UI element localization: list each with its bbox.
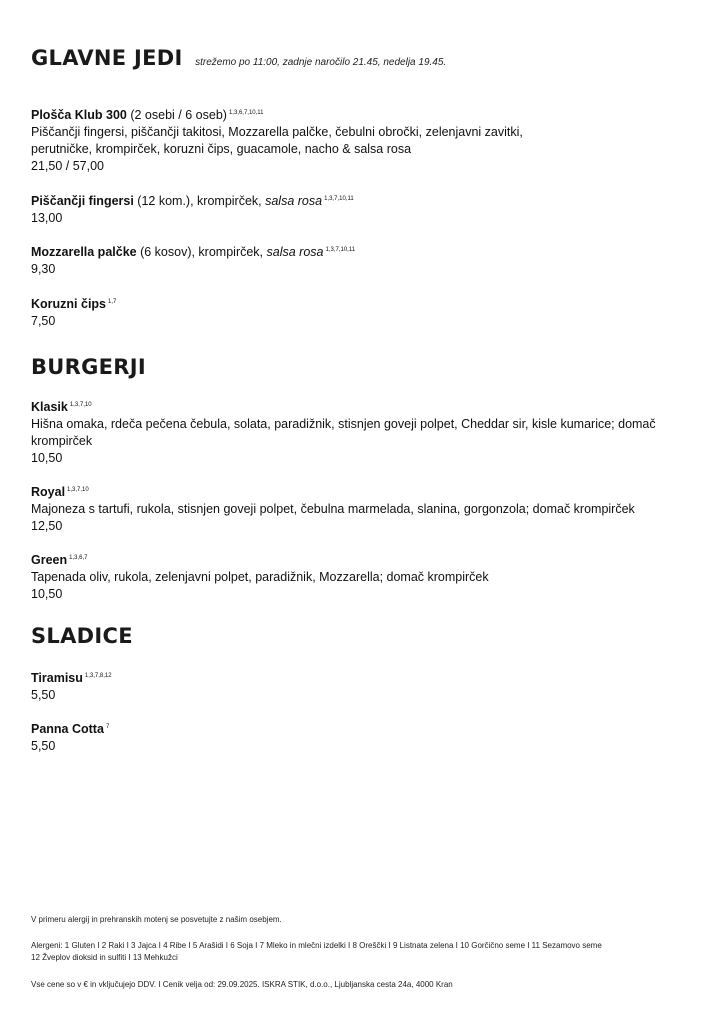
section-title: GLAVNE JEDI — [31, 46, 183, 70]
item-extra: (6 kosov), krompirček, — [136, 245, 267, 259]
menu-item-koruzni-cips — [31, 296, 701, 330]
item-name: Klasik — [31, 400, 68, 414]
item-name: Plošča Klub 300 — [31, 108, 127, 122]
price-note: Vse cene so v € in vključujejo DDV. I Cenik velja od: 29.09.2025. ISKRA STIK, d.o.o., Ljubljanska cesta 24a, 4000 Kran — [31, 980, 453, 989]
item-description: Piščančji fingersi, piščančji takitosi, Mozzarella palčke, čebulni obročki, zelenjavni zavitki, — [31, 125, 523, 139]
menu-item-piscancji-fingersi — [31, 193, 701, 227]
allergen-legend-line2: 12 Žveplov dioksid in sulfiti I 13 Mehkužci — [31, 953, 178, 962]
item-description: Tapenada oliv, rukola, zelenjavni polpet, paradižnik, Mozzarella; domač krompirček — [31, 570, 489, 584]
allergen-codes: 7 — [105, 723, 110, 730]
allergen-codes: 1,3,6,7 — [69, 554, 88, 561]
allergen-codes: 1,3,7,10 — [69, 401, 92, 408]
item-name: Koruzni čips — [31, 297, 107, 311]
menu-item-plosca-klub-300 — [31, 107, 701, 175]
item-price: 21,50 / 57,00 — [31, 159, 104, 173]
allergy-note: V primeru alergij in prehranskih motenj se posvetujte z našim osebjem. — [31, 915, 282, 924]
allergen-codes: 1,7 — [108, 298, 117, 305]
item-price: 5,50 — [31, 739, 56, 753]
item-description: Hišna omaka, rdeča pečena čebula, solata, paradižnik, stisnjen goveji polpet, Cheddar sir, kisle kumarice; domač — [31, 417, 656, 431]
item-price: 12,50 — [31, 519, 63, 533]
allergen-codes: 1,3,7,10,11 — [324, 195, 354, 202]
item-name: Panna Cotta — [31, 722, 104, 736]
item-description: perutničke, krompirček, koruzni čips, guacamole, nacho & salsa rosa — [31, 142, 412, 156]
item-name: Royal — [31, 485, 66, 499]
section-header-sladice — [31, 626, 133, 648]
menu-item-royal — [31, 484, 701, 535]
menu-item-mozzarella-palcke — [31, 244, 701, 278]
menu-item-panna-cotta — [31, 721, 701, 755]
allergen-legend-line1: Alergeni: 1 Gluten I 2 Raki I 3 Jajca I 4 Ribe I 5 Arašidi I 6 Soja I 7 Mleko in mlečni izdelki I 8 Oreščki I 9 Listnata zelena I 10 Gorčično seme I 11 Sezamovo seme — [31, 941, 602, 950]
item-description: Majoneza s tartufi, rukola, stisnjen goveji polpet, čebulna marmelada, slanina, gorgonzola; domač krompirček — [31, 502, 635, 516]
item-price: 5,50 — [31, 688, 56, 702]
item-name: Tiramisu — [31, 671, 83, 685]
section-title: BURGERJI — [31, 355, 147, 379]
item-price: 10,50 — [31, 451, 63, 465]
serving-hours-note: strežemo po 11:00, zadnje naročilo 21.45, nedelja 19.45. — [195, 57, 447, 68]
item-name: Piščančji fingersi — [31, 194, 134, 208]
item-extra-italic: salsa rosa — [265, 194, 323, 208]
menu-item-green — [31, 552, 701, 603]
allergen-codes: 1,3,7,10,11 — [325, 246, 356, 253]
section-title: SLADICE — [31, 624, 133, 648]
item-extra: (12 kom.), krompirček, — [133, 194, 266, 208]
item-price: 7,50 — [31, 314, 56, 328]
menu-item-tiramisu — [31, 670, 701, 704]
allergen-codes: 1,3,7,8,12 — [84, 672, 112, 679]
item-extra-italic: salsa rosa — [266, 245, 324, 259]
menu-item-klasik — [31, 399, 701, 467]
item-price: 13,00 — [31, 211, 63, 225]
section-header-burgerji — [31, 357, 146, 379]
section-header-glavne-jedi — [31, 48, 446, 70]
item-extra: (2 osebi / 6 oseb) — [126, 108, 227, 122]
item-price: 9,30 — [31, 262, 56, 276]
item-price: 10,50 — [31, 587, 63, 601]
item-name: Mozzarella palčke — [31, 245, 137, 259]
allergen-codes: 1,3,6,7,10,11 — [228, 109, 264, 116]
allergen-codes: 1,3,7,10 — [67, 486, 89, 493]
item-description: krompirček — [31, 434, 93, 448]
item-name: Green — [31, 553, 68, 567]
